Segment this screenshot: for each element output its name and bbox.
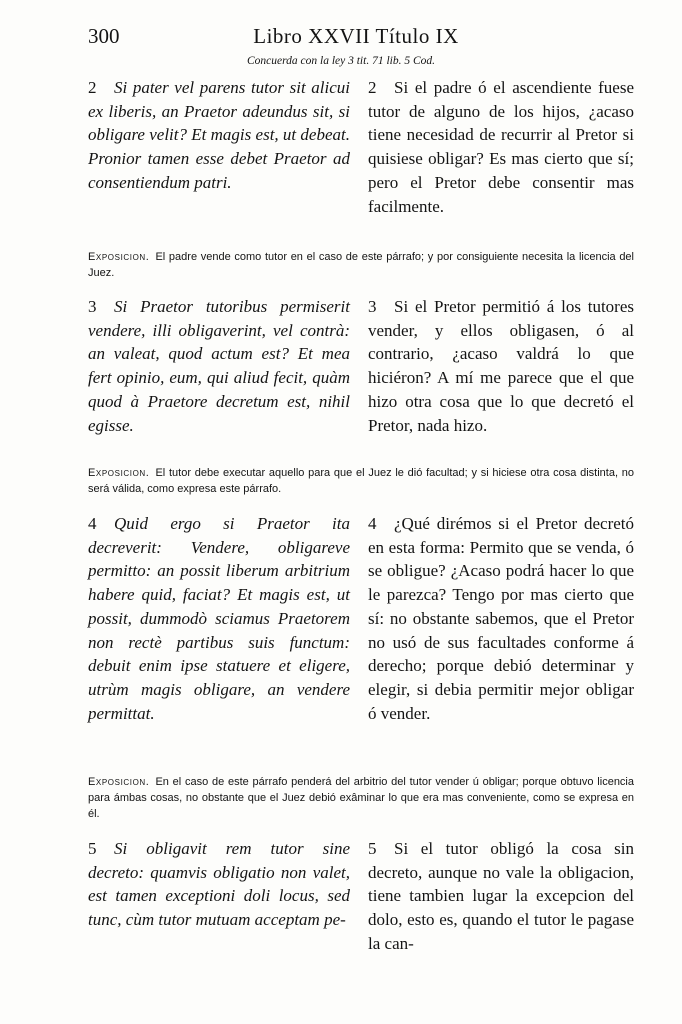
- exposition-text: El tutor debe executar aquello para que el Juez le dió facultad; y si hiciese otra cosa distinta, no será válida, como expresa este párrafo.: [88, 467, 634, 495]
- latin-text: [88, 76, 350, 195]
- spanish-paragraph: Si el tutor obligó la cosa sin decreto, aunque no vale la obligacion, tiene tambien lugar la excepcion del dolo, esto es, quando el tutor le pagase la can-: [368, 839, 634, 953]
- page-number: 300: [88, 24, 120, 48]
- concordance-note: Concuerda con la ley 3 tit. 71 lib. 5 Cod.: [246, 55, 436, 67]
- latin-paragraph: Si obligavit rem tutor sine decreto: quamvis obligatio non valet, est tamen exceptioni doli locus, sed tunc, cùm tutor mutuam acceptam pe-: [88, 839, 350, 930]
- spanish-text: [368, 76, 634, 218]
- spanish-text: [368, 295, 634, 437]
- exposition-label: Exposicion.: [88, 776, 150, 788]
- spanish-text: [368, 512, 634, 725]
- latin-text: [88, 837, 350, 932]
- paragraph-number: 4: [88, 514, 97, 533]
- latin-text: [88, 512, 350, 725]
- spanish-paragraph: Si el padre ó el ascendiente fuese tutor de alguno de los hijos, ¿acaso tiene necesidad de recurrir al Pretor si quisiese obligar? Es mas cierto que sí; pero el Pretor debe consentir mas facilmente.: [368, 78, 634, 216]
- exposition-label: Exposicion.: [88, 467, 150, 479]
- exposition-1: [88, 249, 634, 281]
- paragraph-number: 3: [88, 297, 97, 316]
- spanish-text: [368, 837, 634, 956]
- paragraph-number: 5: [368, 839, 377, 858]
- exposition-text: El padre vende como tutor en el caso de este párrafo; y por consiguiente necesita la licencia del Juez.: [88, 251, 634, 279]
- latin-paragraph: Quid ergo si Praetor ita decreverit: Vendere, obligareve permitto: an possit liberum arbitrium habere quid, faciat? Et magis est, ut possit, dummodò sciamus Praetorem non rectè partibus suis functum: debuit enim ipse statuere et eligere, utrùm magis obligare, an vendere permittat.: [88, 514, 350, 723]
- running-title: Libro XXVII Título IX: [253, 24, 459, 48]
- paragraph-number: 3: [368, 297, 377, 316]
- latin-paragraph: Si Praetor tutoribus permiserit vendere, illi obligaverint, vel contrà: an valeat, quod actum est? Et mea fert opinio, eum, qui aliud fecit, quàm quod à Praetore decretum est, nihil egisse.: [88, 297, 350, 435]
- latin-text: [88, 295, 350, 437]
- exposition-3: [88, 774, 634, 822]
- spanish-paragraph: Si el Pretor permitió á los tutores vender, y ellos obligasen, ó al contrario, ¿acaso valdrá lo que hiciéron? A mí me parece que el que hizo otra cosa que lo que decretó el Pretor, nada hizo.: [368, 297, 634, 435]
- exposition-label: Exposicion.: [88, 251, 150, 263]
- paragraph-number: 2: [88, 78, 97, 97]
- paragraph-number: 5: [88, 839, 97, 858]
- spanish-paragraph: ¿Qué dirémos si el Pretor decretó en esta forma: Permito que se venda, ó se obligue? ¿Acaso podrá hacer lo que le parezca? Tengo por mas cierto que sí: no obstante sabemos, que el Pretor no usó de sus facultades conforme á derecho; porque debió determinar y elegir, si debia permitir mejor obligar ó vender.: [368, 514, 634, 723]
- paragraph-number: 2: [368, 78, 377, 97]
- page-header: [88, 24, 624, 48]
- exposition-2: [88, 465, 634, 497]
- latin-paragraph: Si pater vel parens tutor sit alicui ex liberis, an Praetor adeundus sit, si obligare velit? Et magis est, ut debeat. Pronior tamen esse debet Praetor ad consentiendum patri.: [88, 78, 350, 192]
- paragraph-number: 4: [368, 514, 377, 533]
- exposition-text: En el caso de este párrafo penderá del arbitrio del tutor vender ú obligar; porque obtuvo licencia para ámbas cosas, no obstante que el Juez debió exâminar lo que era mas conveniente, como se expresa en él.: [88, 776, 634, 820]
